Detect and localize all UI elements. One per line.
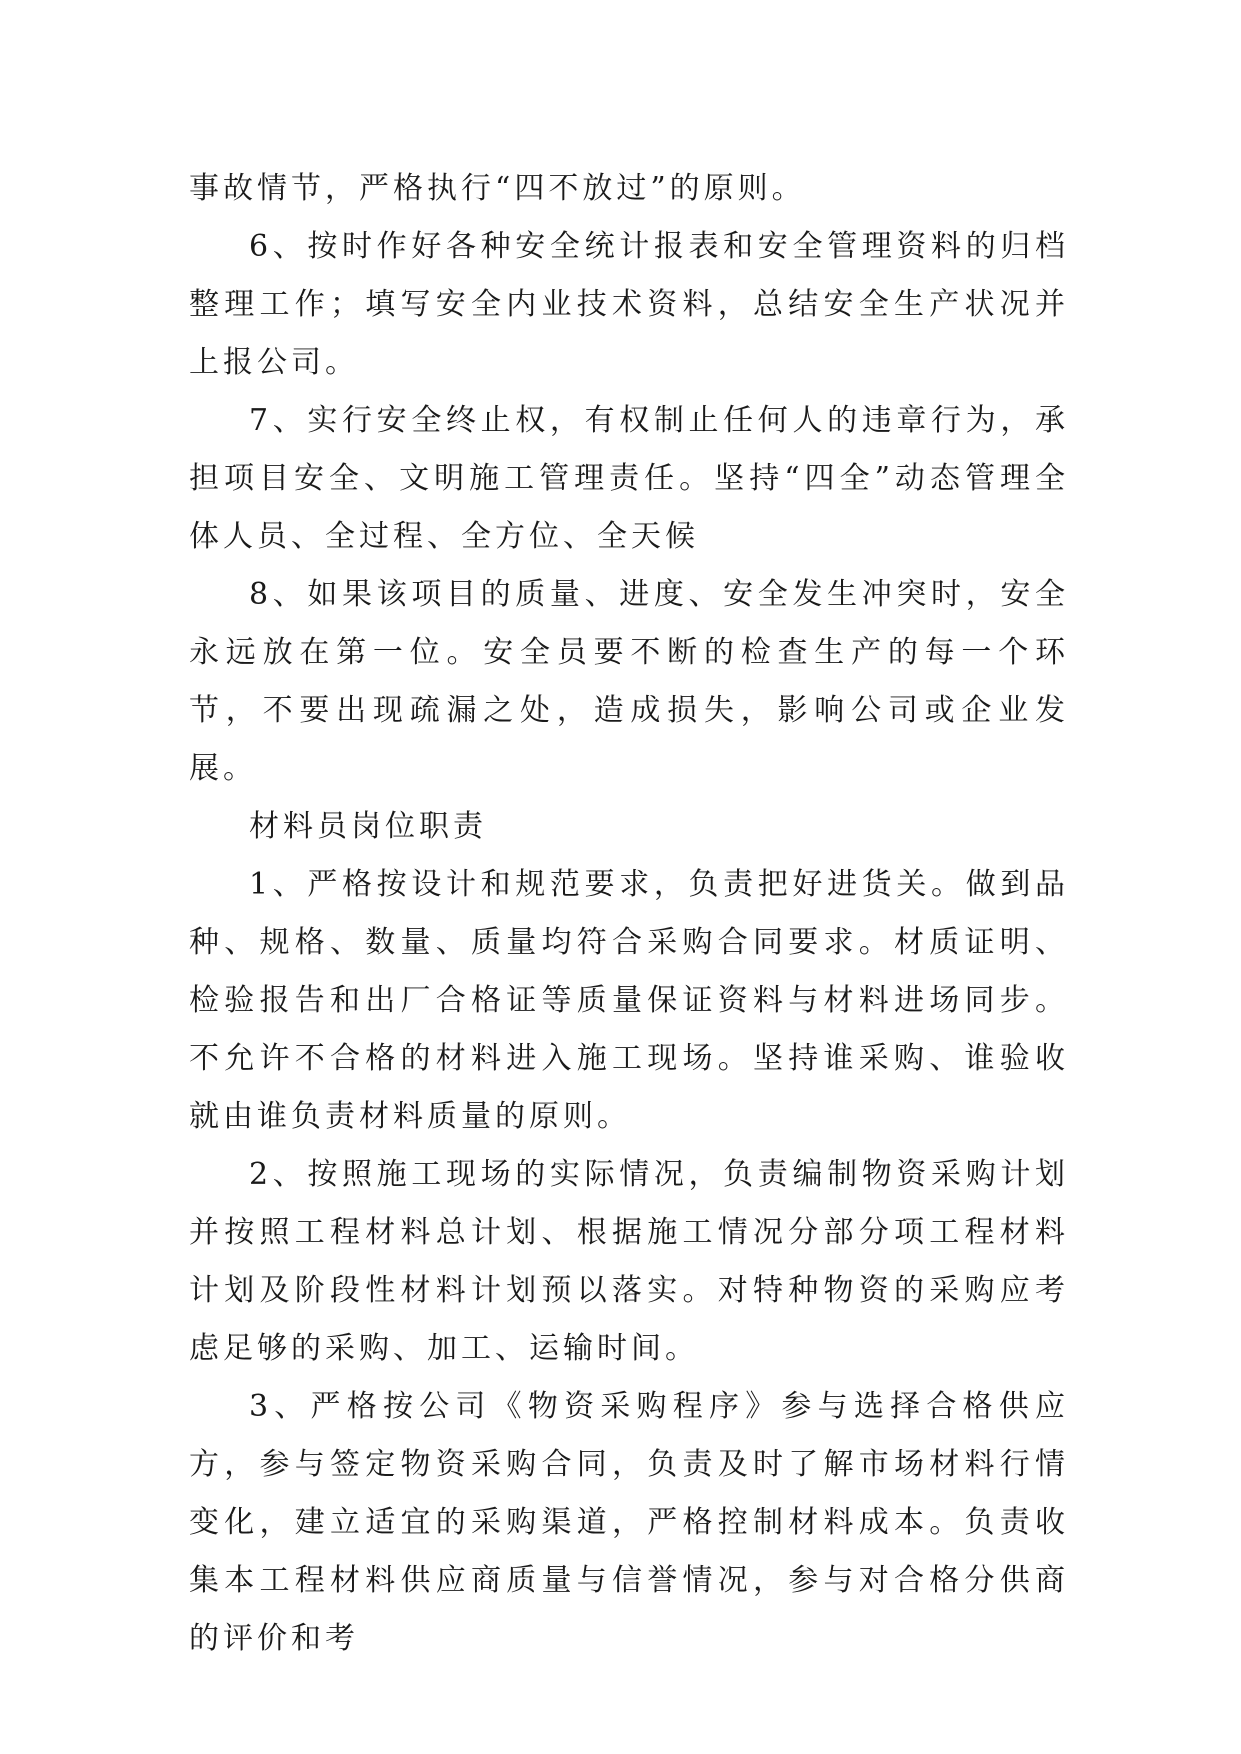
paragraph-item-7: 7、实行安全终止权，有权制止任何人的违章行为，承担项目安全、文明施工管理责任。坚持“四全”动态管理全体人员、全过程、全方位、全天候 bbox=[189, 403, 1069, 554]
paragraph-item-1: 1、严格按设计和规范要求，负责把好进货关。做到品种、规格、数量、质量均符合采购合同要求。材质证明、检验报告和出厂合格证等质量保证资料与材料进场同步。不允许不合格的材料进入施工现场。坚持谁采购、谁验收就由谁负责材料质量的原则。 bbox=[189, 867, 1069, 1134]
paragraph-continuation: 事故情节，严格执行“四不放过”的原则。 bbox=[189, 171, 806, 206]
paragraph-item-3: 3、严格按公司《物资采购程序》参与选择合格供应方，参与签定物资采购合同，负责及时了解市场材料行情变化，建立适宜的采购渠道，严格控制材料成本。负责收集本工程材料供应商质量与信誉情况，参与对合格分供商的评价和考 bbox=[189, 1389, 1069, 1656]
paragraph-item-8: 8、如果该项目的质量、进度、安全发生冲突时，安全永远放在第一位。安全员要不断的检查生产的每一个环节，不要出现疏漏之处，造成损失，影响公司或企业发展。 bbox=[189, 577, 1069, 786]
paragraph-item-2: 2、按照施工现场的实际情况，负责编制物资采购计划并按照工程材料总计划、根据施工情况分部分项工程材料计划及阶段性材料计划预以落实。对特种物资的采购应考虑足够的采购、加工、运输时间。 bbox=[189, 1157, 1069, 1366]
section-heading: 材料员岗位职责 bbox=[249, 809, 487, 844]
paragraph-item-6: 6、按时作好各种安全统计报表和安全管理资料的归档整理工作；填写安全内业技术资料，总结安全生产状况并上报公司。 bbox=[189, 229, 1069, 380]
document-body bbox=[189, 160, 1069, 1668]
